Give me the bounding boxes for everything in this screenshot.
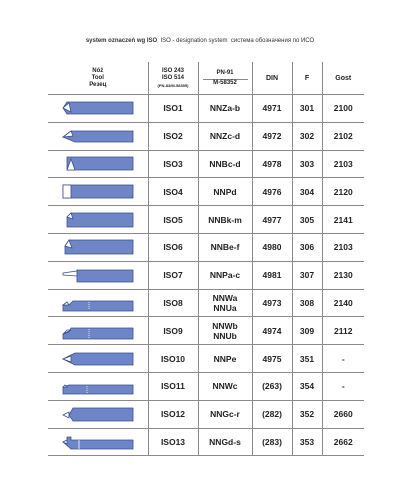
gost-code-cell: 2103	[322, 150, 364, 178]
gost-code-cell: 2103	[322, 233, 364, 261]
table-row	[48, 372, 364, 400]
iso-code-cell: ISO10	[148, 345, 198, 373]
f-code-cell: 304	[292, 178, 322, 206]
din-code-cell: (282)	[252, 400, 292, 428]
iso-code-cell: ISO6	[148, 233, 198, 261]
header-iso	[148, 62, 198, 95]
gost-code-cell: 2112	[322, 317, 364, 345]
table-row	[48, 428, 364, 456]
din-code-cell: (283)	[252, 428, 292, 456]
table-row	[48, 95, 364, 123]
pn-code: NNPe	[213, 353, 237, 364]
pn-code: NNBc-d	[209, 158, 241, 169]
iso-designation-table	[48, 62, 364, 456]
table-header-row	[48, 62, 364, 95]
straight-turning-tool-icon	[49, 95, 147, 121]
iso-code-cell: ISO1	[148, 95, 198, 123]
pn-code: NNGc-r	[210, 409, 240, 420]
iso-code-cell: ISO3	[148, 150, 198, 178]
f-code-cell: 351	[292, 345, 322, 373]
header-pn-m: M-58352	[213, 79, 237, 86]
header-tool-ru: Резец	[89, 81, 107, 88]
page-title	[0, 38, 400, 44]
pn-code: NNBe-f	[210, 242, 240, 253]
din-code-cell: (263)	[252, 372, 292, 400]
pn-code-cell	[198, 206, 252, 234]
header-tool-en: Tool	[91, 74, 104, 81]
pn-code-cell	[198, 428, 252, 456]
din-code-cell: 4974	[252, 317, 292, 345]
din-code-cell: 4977	[252, 206, 292, 234]
tool-cell	[48, 428, 148, 456]
gost-code-cell: 2100	[322, 95, 364, 123]
pn-code-cell	[198, 289, 252, 317]
din-code-cell: 4980	[252, 233, 292, 261]
pn-code: NNPd	[213, 186, 237, 197]
iso-code-cell: ISO11	[148, 372, 198, 400]
pn-code: NNPa-c	[209, 270, 241, 281]
f-code-cell: 307	[292, 261, 322, 289]
tool-cell	[48, 289, 148, 317]
external-thread-tool-icon	[49, 401, 147, 427]
tool-cell	[48, 372, 148, 400]
din-code-cell: 4978	[252, 150, 292, 178]
iso-code-cell: ISO7	[148, 261, 198, 289]
f-code-cell: 305	[292, 206, 322, 234]
iso-code-cell: ISO9	[148, 317, 198, 345]
pn-code-cell	[198, 122, 252, 150]
pn-code-cell	[198, 317, 252, 345]
pn-code: NNWc	[212, 381, 238, 392]
f-code-cell: 309	[292, 317, 322, 345]
pn-code-cell	[198, 95, 252, 123]
header-iso-514: ISO 514	[161, 74, 184, 81]
pn-code: NNUb	[213, 330, 237, 341]
offset-face-tool-icon	[49, 207, 147, 233]
iso-code-cell: ISO4	[148, 178, 198, 206]
table-row	[48, 317, 364, 345]
pointed-tool-icon	[49, 346, 147, 372]
din-code-cell: 4972	[252, 122, 292, 150]
gost-code-cell: 2140	[322, 289, 364, 317]
pn-code-cell	[198, 178, 252, 206]
pn-code: NNGd-s	[209, 436, 241, 447]
pn-code-cell	[198, 150, 252, 178]
header-pn-91: PN-91	[203, 70, 248, 80]
table-row	[48, 233, 364, 261]
din-code-cell: 4976	[252, 178, 292, 206]
wide-finishing-tool-icon	[49, 179, 147, 205]
f-code-cell: 352	[292, 400, 322, 428]
header-tool-pl: Nóż	[92, 67, 104, 74]
header-din: DIN	[252, 62, 292, 95]
title-russian: система обозначения по ИСО	[230, 38, 315, 44]
f-code-cell: 306	[292, 233, 322, 261]
table-row	[48, 206, 364, 234]
pn-code-cell	[198, 345, 252, 373]
title-english: ISO - designation system	[160, 38, 228, 44]
header-iso-243: ISO 243	[161, 67, 184, 74]
header-gost: Gost	[322, 62, 364, 95]
bent-turning-tool-icon	[49, 123, 147, 149]
f-code-cell: 308	[292, 289, 322, 317]
pn-code: NNZc-d	[209, 131, 241, 142]
parting-tool-icon	[49, 262, 147, 288]
gost-code-cell: 2130	[322, 261, 364, 289]
f-code-cell: 303	[292, 150, 322, 178]
facing-tool-icon	[49, 151, 147, 177]
gost-code-cell: -	[322, 372, 364, 400]
gost-code-cell: 2102	[322, 122, 364, 150]
iso-code-cell: ISO5	[148, 206, 198, 234]
gost-code-cell: -	[322, 345, 364, 373]
table-row	[48, 400, 364, 428]
iso-code-cell: ISO12	[148, 400, 198, 428]
pn-code-cell	[198, 372, 252, 400]
header-pn	[198, 62, 252, 95]
iso-code-cell: ISO13	[148, 428, 198, 456]
internal-thread-tool-icon	[49, 429, 147, 455]
table-row	[48, 122, 364, 150]
table-row	[48, 289, 364, 317]
gost-code-cell: 2120	[322, 178, 364, 206]
corner-boring-tool-icon	[49, 318, 147, 344]
tool-cell	[48, 345, 148, 373]
din-code-cell: 4973	[252, 289, 292, 317]
tool-cell	[48, 122, 148, 150]
pn-code: NNBk-m	[208, 214, 242, 225]
boring-tool-icon	[49, 290, 147, 316]
iso-code-cell: ISO2	[148, 122, 198, 150]
table-row	[48, 150, 364, 178]
tool-cell	[48, 150, 148, 178]
table-row	[48, 261, 364, 289]
f-code-cell: 301	[292, 95, 322, 123]
pn-code: NNUa	[213, 302, 237, 313]
pn-code: NNWa	[212, 292, 238, 303]
tool-cell	[48, 317, 148, 345]
pn-code: NNZa-b	[209, 103, 241, 114]
pn-code-cell	[198, 233, 252, 261]
header-tool	[48, 62, 148, 95]
tool-cell	[48, 233, 148, 261]
pn-code-cell	[198, 261, 252, 289]
side-tool-icon	[49, 234, 147, 260]
table-row	[48, 178, 364, 206]
f-code-cell: 353	[292, 428, 322, 456]
f-code-cell: 302	[292, 122, 322, 150]
table-row	[48, 345, 364, 373]
header-f: F	[292, 62, 322, 95]
tool-cell	[48, 95, 148, 123]
pn-code-cell	[198, 400, 252, 428]
iso-code-cell: ISO8	[148, 289, 198, 317]
tool-cell	[48, 400, 148, 428]
header-iso-pn: (PN-83/M-58355)	[157, 82, 189, 88]
gost-code-cell: 2662	[322, 428, 364, 456]
tool-cell	[48, 261, 148, 289]
internal-recess-tool-icon	[49, 373, 147, 399]
gost-code-cell: 2660	[322, 400, 364, 428]
din-code-cell: 4971	[252, 95, 292, 123]
title-polish: system oznaczeń wg ISO	[85, 38, 158, 44]
tool-cell	[48, 206, 148, 234]
tool-cell	[48, 178, 148, 206]
pn-code: NNWb	[212, 320, 238, 331]
din-code-cell: 4981	[252, 261, 292, 289]
din-code-cell: 4975	[252, 345, 292, 373]
f-code-cell: 354	[292, 372, 322, 400]
gost-code-cell: 2141	[322, 206, 364, 234]
